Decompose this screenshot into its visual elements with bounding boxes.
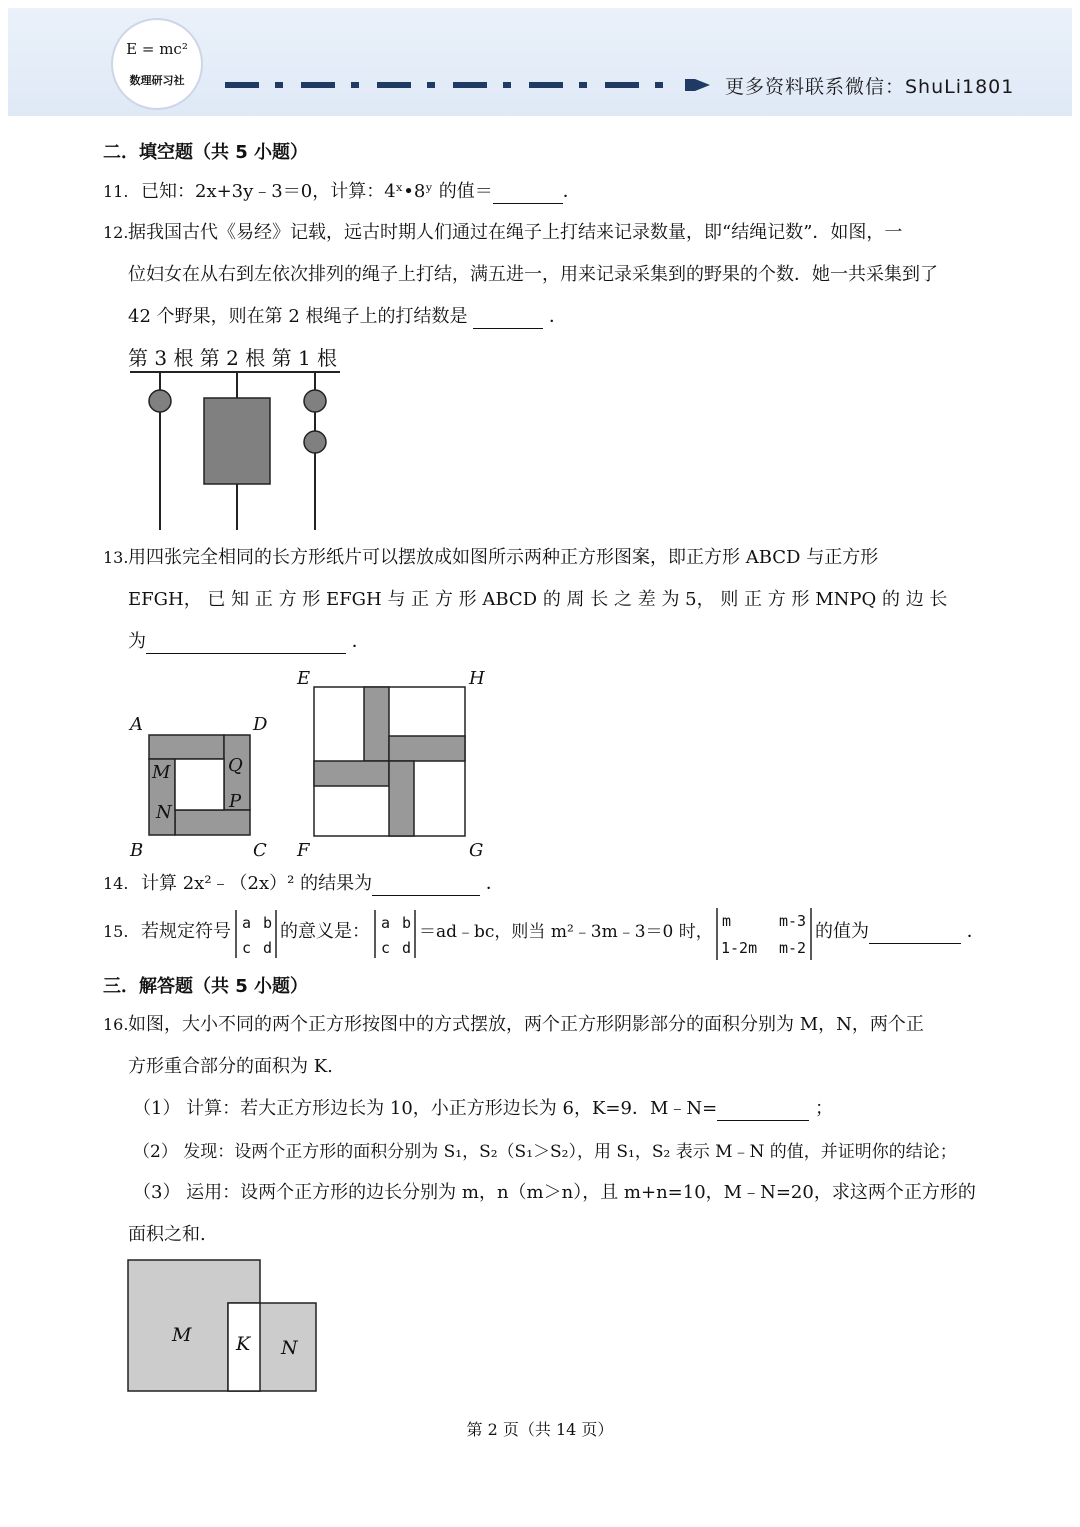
matrix-cell: a <box>381 914 391 932</box>
determinant-expression <box>714 906 814 962</box>
question-text: （1） 计算：若大正方形边长为 10，小正方形边长为 6，K=9．M﹣N= <box>133 1098 718 1119</box>
answer-blank[interactable] <box>473 310 543 329</box>
question-number: 13. <box>103 548 129 567</box>
question-13-line: 用四张完全相同的长方形纸片可以摆放成如图所示两种正方形图案，即正方形 ABCD 与正方形 <box>128 547 879 568</box>
section-title: 三．解答题（共 5 小题） <box>103 976 309 997</box>
label-M: M <box>172 1324 192 1346</box>
label-C: C <box>253 840 267 861</box>
matrix-cell: d <box>402 939 412 957</box>
determinant-symbol <box>234 908 278 960</box>
punctuation: ． <box>549 306 567 327</box>
question-text: 的值为 <box>815 921 869 942</box>
question-16-part3: （3） 运用：设两个正方形的边长分别为 m，n（m＞n），且 m+n=10，M﹣N=20，求这两个正方形的 <box>133 1182 976 1203</box>
matrix-cell: b <box>263 914 273 932</box>
label-G: G <box>469 840 484 861</box>
question-16-part3-cont: 面积之和. <box>128 1224 206 1245</box>
matrix-cell: m <box>722 912 732 930</box>
answer-blank[interactable] <box>493 185 563 204</box>
label-Q: Q <box>228 755 243 776</box>
label-F: F <box>297 840 310 861</box>
logo-subtitle: 数理研习社 <box>129 74 185 87</box>
punctuation: ． <box>562 181 581 202</box>
label-B: B <box>130 840 144 861</box>
question-16-line: 如图，大小不同的两个正方形按图中的方式摆放，两个正方形阴影部分的面积分别为 M，N，两个正 <box>128 1014 924 1035</box>
question-12-line: 据我国古代《易经》记载，远古时期人们通过在绳子上打结来记录数量，即“结绳记数”．如图，一 <box>128 222 903 243</box>
label-M: M <box>152 762 171 783</box>
question-16-line: 方形重合部分的面积为 K. <box>128 1056 333 1077</box>
question-number: 16. <box>103 1015 129 1034</box>
question-15-text: ＝ad﹣bc，则当 m²﹣3m﹣3＝0 时， <box>419 922 713 942</box>
matrix-cell: a <box>242 914 252 932</box>
question-16-part1 <box>133 1097 833 1121</box>
contact-info: 更多资料联系微信：ShuLi1801 <box>725 76 1015 98</box>
punctuation: ． <box>351 631 370 652</box>
label-N: N <box>156 802 172 823</box>
matrix-cell: m-3 <box>779 912 807 930</box>
page-footer: 第 2 页（共 14 页） <box>466 1420 614 1439</box>
question-number: 15. <box>103 922 129 941</box>
label-E: E <box>297 668 311 689</box>
logo-formula: E = mc² <box>126 40 188 58</box>
question-15-text: 的意义是： <box>280 921 370 942</box>
matrix-cell: c <box>242 939 252 957</box>
label-K: K <box>236 1333 251 1355</box>
question-12-line: 位妇女在从右到左依次排列的绳子上打结，满五进一，用来记录采集到的野果的个数．她一共采集到了 <box>128 264 938 285</box>
question-12-line <box>128 305 567 329</box>
question-11 <box>141 180 581 204</box>
question-text: 42 个野果，则在第 2 根绳子上的打结数是 <box>128 306 468 327</box>
question-16-part2: （2） 发现：设两个正方形的面积分别为 S₁，S₂（S₁＞S₂），用 S₁，S₂ 表示 M﹣N 的值，并证明你的结论； <box>133 1142 957 1162</box>
question-text: 计算 2x²﹣（2x）² 的结果为 <box>141 873 373 894</box>
punctuation: ； <box>814 1098 833 1119</box>
question-number: 12. <box>103 223 129 242</box>
section-title: 二．填空题（共 5 小题） <box>103 142 309 163</box>
matrix-cell: d <box>263 939 273 957</box>
question-number: 14. <box>103 874 129 893</box>
punctuation: ． <box>966 921 985 942</box>
overlapping-squares-figure <box>125 1258 325 1398</box>
question-15-end <box>815 920 985 944</box>
matrix-cell: c <box>381 939 391 957</box>
answer-blank[interactable] <box>869 925 961 944</box>
decorative-dash-line <box>225 79 715 91</box>
question-text: 为 <box>128 631 146 652</box>
matrix-cell: 1-2m <box>721 939 758 957</box>
question-13-line <box>128 630 370 654</box>
label-A: A <box>130 714 143 735</box>
matrix-cell: b <box>402 914 412 932</box>
label-H: H <box>469 668 485 689</box>
squares-figure <box>125 665 485 865</box>
question-number: 11. <box>103 182 129 201</box>
logo <box>113 20 201 108</box>
question-text: 已知：2x+3y﹣3＝0，计算：4ˣ•8ʸ 的值＝ <box>141 181 493 202</box>
matrix-cell: m-2 <box>779 939 807 957</box>
question-15-text: 若规定符号 <box>141 921 231 942</box>
question-13-line: EFGH， 已 知 正 方 形 EFGH 与 正 方 形 ABCD 的 周 长 之 差 为 5， 则 正 方 形 MNPQ 的 边 长 <box>128 589 948 610</box>
answer-blank[interactable] <box>372 877 480 896</box>
punctuation: ． <box>485 873 504 894</box>
determinant-symbol <box>373 908 417 960</box>
label-P: P <box>229 791 242 812</box>
label-D: D <box>253 714 268 735</box>
label-N: N <box>281 1337 298 1359</box>
answer-blank[interactable] <box>717 1102 809 1121</box>
knot-rope-figure <box>125 365 345 535</box>
rope-figure-labels: 第 3 根 第 2 根 第 1 根 <box>128 346 338 370</box>
answer-blank[interactable] <box>146 635 346 654</box>
question-14 <box>141 872 504 896</box>
